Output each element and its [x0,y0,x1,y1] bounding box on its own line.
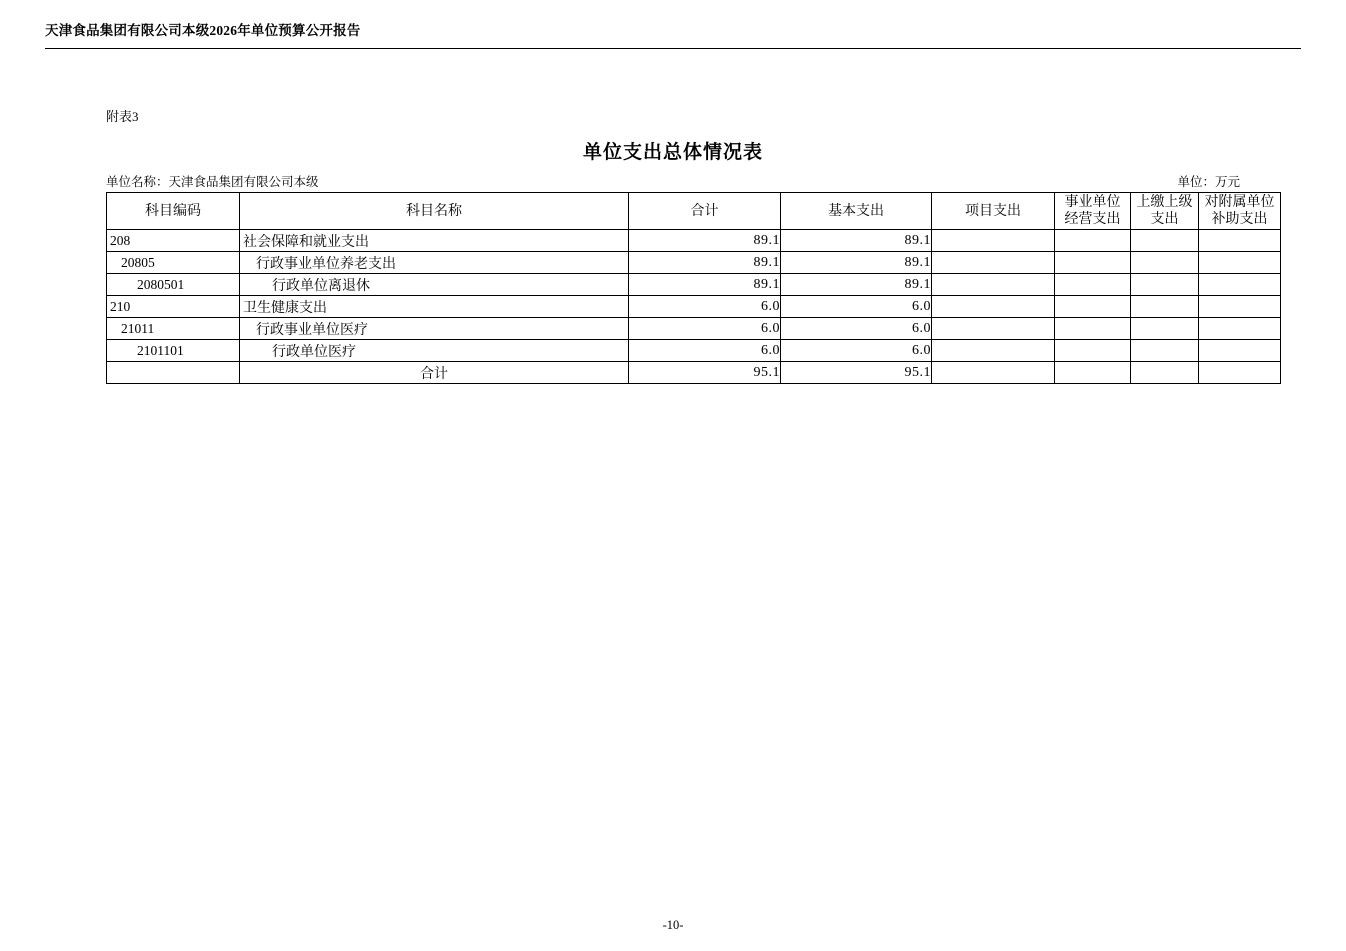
cell-operating [1055,340,1131,362]
cell-operating [1055,230,1131,252]
cell-subsidy [1199,274,1281,296]
cell-basic: 89.1 [781,274,932,296]
cell-code: 2080501 [107,274,240,296]
cell-name: 行政事业单位养老支出 [240,252,629,274]
cell-project [932,230,1055,252]
cell-total: 6.0 [629,296,781,318]
cell-subsidy [1199,362,1281,384]
cell-name: 社会保障和就业支出 [240,230,629,252]
cell-name: 行政单位离退休 [240,274,629,296]
cell-basic: 6.0 [781,296,932,318]
table-row [107,274,1281,296]
table-row [107,296,1281,318]
table-meta-row [106,174,1240,190]
cell-basic: 6.0 [781,340,932,362]
cell-basic: 95.1 [781,362,932,384]
cell-total: 6.0 [629,318,781,340]
cell-code: 20805 [107,252,240,274]
page-running-header [45,22,1301,49]
cell-upper [1131,252,1199,274]
table-row [107,252,1281,274]
column-header-upper-line2: 支出 [1150,212,1179,227]
cell-operating [1055,318,1131,340]
cell-basic: 89.1 [781,252,932,274]
cell-code: 2101101 [107,340,240,362]
page-footer [0,918,1346,933]
cell-project [932,318,1055,340]
cell-basic: 6.0 [781,318,932,340]
cell-code: 21011 [107,318,240,340]
cell-subsidy [1199,296,1281,318]
cell-total: 6.0 [629,340,781,362]
cell-code [107,362,240,384]
table-row [107,230,1281,252]
column-header-operating-line2: 经营支出 [1064,212,1121,227]
page-title: 单位支出总体情况表 [582,142,763,163]
cell-project [932,340,1055,362]
cell-subsidy [1199,252,1281,274]
column-header-subsidy-line2: 补助支出 [1211,212,1268,227]
document-content [106,108,1275,384]
cell-subsidy [1199,340,1281,362]
cell-code: 208 [107,230,240,252]
cell-operating [1055,252,1131,274]
table-total-row [107,362,1281,384]
cell-name: 行政事业单位医疗 [240,318,629,340]
cell-code: 210 [107,296,240,318]
unit-name-label: 单位名称：天津食品集团有限公司本级 [106,175,319,189]
expenditure-summary-table [106,192,1281,384]
cell-upper [1131,296,1199,318]
running-header-text: 天津食品集团有限公司本级2026年单位预算公开报告 [45,23,361,38]
attachment-label: 附表3 [106,109,139,124]
column-header-name: 科目名称 [240,193,629,230]
cell-total: 95.1 [629,362,781,384]
column-header-subsidy-line1: 对附属单位 [1204,195,1275,210]
cell-project [932,362,1055,384]
cell-upper [1131,340,1199,362]
column-header-basic: 基本支出 [781,193,932,230]
cell-project [932,252,1055,274]
column-header-project: 项目支出 [932,193,1055,230]
cell-name: 行政单位医疗 [240,340,629,362]
cell-name: 合计 [240,362,629,384]
cell-subsidy [1199,230,1281,252]
cell-operating [1055,274,1131,296]
cell-operating [1055,362,1131,384]
cell-operating [1055,296,1131,318]
cell-project [932,296,1055,318]
cell-subsidy [1199,318,1281,340]
cell-upper [1131,230,1199,252]
cell-name: 卫生健康支出 [240,296,629,318]
page-number: -10- [662,918,684,932]
cell-upper [1131,362,1199,384]
table-row [107,340,1281,362]
cell-total: 89.1 [629,274,781,296]
column-header-total: 合计 [629,193,781,230]
column-header-operating-line1: 事业单位 [1064,195,1121,210]
cell-upper [1131,318,1199,340]
cell-basic: 89.1 [781,230,932,252]
column-header-upper-line1: 上缴上级 [1136,195,1193,210]
unit-measure-label: 单位：万元 [1177,175,1240,189]
cell-total: 89.1 [629,252,781,274]
cell-project [932,274,1055,296]
column-header-operating [1055,193,1131,230]
column-header-code: 科目编码 [107,193,240,230]
column-header-subsidy [1199,193,1281,230]
cell-upper [1131,274,1199,296]
table-header-row [107,193,1281,230]
column-header-upper [1131,193,1199,230]
table-row [107,318,1281,340]
cell-total: 89.1 [629,230,781,252]
